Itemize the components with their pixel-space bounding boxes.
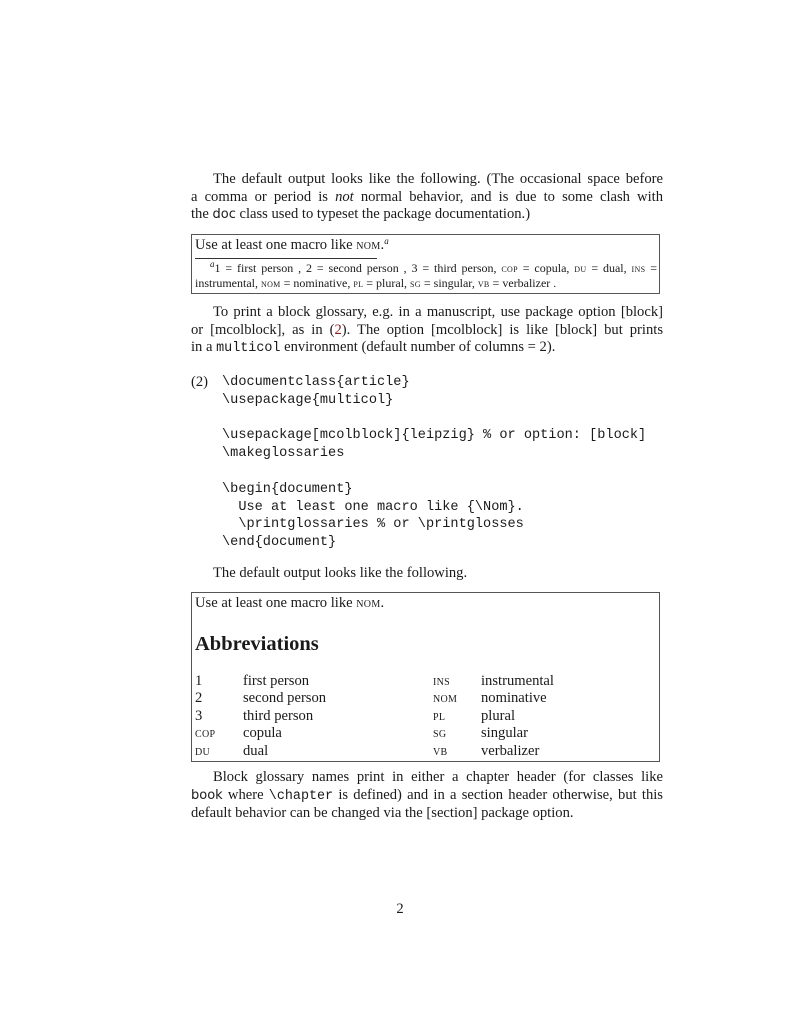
class-name: doc (212, 207, 236, 223)
text-span: instrumental, (195, 276, 261, 290)
text-span: = (645, 261, 657, 275)
text-line (191, 206, 663, 224)
glossary-abbr: nom (433, 690, 458, 706)
glossary-definition: nominative (481, 690, 547, 706)
text-line (191, 322, 663, 340)
gloss-abbr: nom (261, 276, 281, 290)
footnote-text (195, 261, 657, 291)
text-span: = plural, (363, 276, 411, 290)
text-line: The default output looks like the following. (213, 565, 468, 581)
gloss-abbr: cop (501, 261, 518, 275)
glossary-definition: verbalizer (481, 743, 540, 759)
text-line: default behavior can be changed via the [section] package option. (191, 805, 574, 822)
code-line: \usepackage[mcolblock]{leipzig} % or option: [block] (222, 428, 647, 443)
text-line (191, 787, 663, 806)
text-line (191, 339, 663, 358)
gloss-abbr: nom (356, 595, 381, 611)
glossary-abbr: vb (433, 743, 448, 759)
code-inline: multicol (216, 341, 281, 357)
text-span: a comma or period is (191, 188, 336, 205)
text-span: Use at least one macro like (195, 237, 357, 253)
glossary-abbr: 1 (195, 673, 203, 689)
text-span: is defined) and in a section header otherwise, but this (333, 786, 663, 803)
glossary-definition: second person (243, 690, 327, 706)
gloss-abbr: pl (353, 276, 364, 290)
text-span: or [mcolblock], as in ( (191, 321, 335, 338)
text-span: ). The option [mcolblock] is like [block] but prints (341, 321, 663, 338)
box-text (195, 595, 384, 612)
footnote-rule (195, 258, 377, 259)
code-line: \usepackage{multicol} (222, 393, 394, 408)
text-span: = singular, (420, 276, 478, 290)
class-name: book (191, 787, 223, 803)
text-span: = copula, (517, 261, 575, 275)
glossary-abbr: du (195, 743, 211, 759)
default-output-paragraph (191, 565, 663, 583)
glossary-definition: singular (481, 725, 529, 741)
gloss-abbr: vb (477, 276, 490, 290)
header-behavior-paragraph (191, 769, 663, 823)
text-span: = verbalizer . (489, 276, 557, 290)
text-span: class used to typeset the package documentation.) (235, 206, 531, 223)
text-span: = dual, (586, 261, 632, 275)
glossary-abbr: 2 (195, 690, 203, 706)
output-box-footnote (191, 234, 660, 294)
output-box-glossary (191, 592, 660, 762)
gloss-abbr: ins (631, 261, 646, 275)
glossary-abbr: pl (433, 708, 446, 724)
text-line: To print a block glossary, e.g. in a manuscript, use package option [block] (213, 304, 663, 320)
page-number: 2 (396, 901, 404, 917)
glossary-definition: first person (243, 673, 310, 689)
text-span: the (191, 206, 213, 223)
glossary-definition: third person (243, 708, 314, 724)
box-text (195, 237, 389, 254)
code-inline: \chapter (268, 788, 334, 804)
gloss-abbr: sg (410, 276, 421, 290)
text-line (195, 261, 657, 276)
code-line: Use at least one macro like {\Nom}. (222, 500, 524, 515)
footnote-mark[interactable]: a (384, 236, 389, 246)
text-span: environment (default number of columns = 2). (280, 339, 556, 356)
text-span: . (380, 237, 385, 253)
text-span: in a (191, 339, 217, 356)
text-span: 1 = first person , 2 = second person , 3 = third person, (214, 261, 502, 275)
gloss-abbr: nom (356, 237, 381, 253)
code-line: \makeglossaries (222, 446, 345, 461)
text-line (191, 189, 663, 207)
footnote-mark: a (210, 259, 215, 269)
text-span: Use at least one macro like (195, 595, 357, 611)
glossary-definition: dual (243, 743, 269, 759)
gloss-abbr: du (574, 261, 587, 275)
text-span: . (380, 595, 385, 611)
glossary-abbr: ins (433, 673, 451, 689)
intro-paragraph (191, 171, 663, 224)
code-line: \documentclass{article} (222, 375, 410, 390)
code-line: \end{document} (222, 535, 337, 550)
glossary-abbr: cop (195, 725, 216, 741)
glossary-definition: copula (243, 725, 282, 741)
emphasis-text: not (335, 188, 354, 205)
glossary-abbr: 3 (195, 708, 203, 724)
example-number: (2) (191, 374, 209, 390)
code-line: \printglossaries % or \printglosses (222, 517, 524, 532)
code-line: \begin{document} (222, 482, 353, 497)
glossary-definition: plural (481, 708, 516, 724)
glossary-abbr: sg (433, 725, 447, 741)
text-line: The default output looks like the following. (The occasional space before (213, 171, 663, 187)
text-line: Block glossary names print in either a chapter header (for classes like (213, 769, 663, 785)
block-glossary-paragraph (191, 304, 663, 358)
text-span: normal behavior, and is due to some clash with (353, 188, 663, 205)
glossary-definition: instrumental (481, 673, 554, 689)
text-line (195, 276, 657, 291)
glossary-heading: Abbreviations (195, 633, 319, 655)
text-span: where (222, 786, 269, 803)
text-span: = nominative, (280, 276, 354, 290)
example-reference-link[interactable]: 2 (334, 321, 342, 338)
